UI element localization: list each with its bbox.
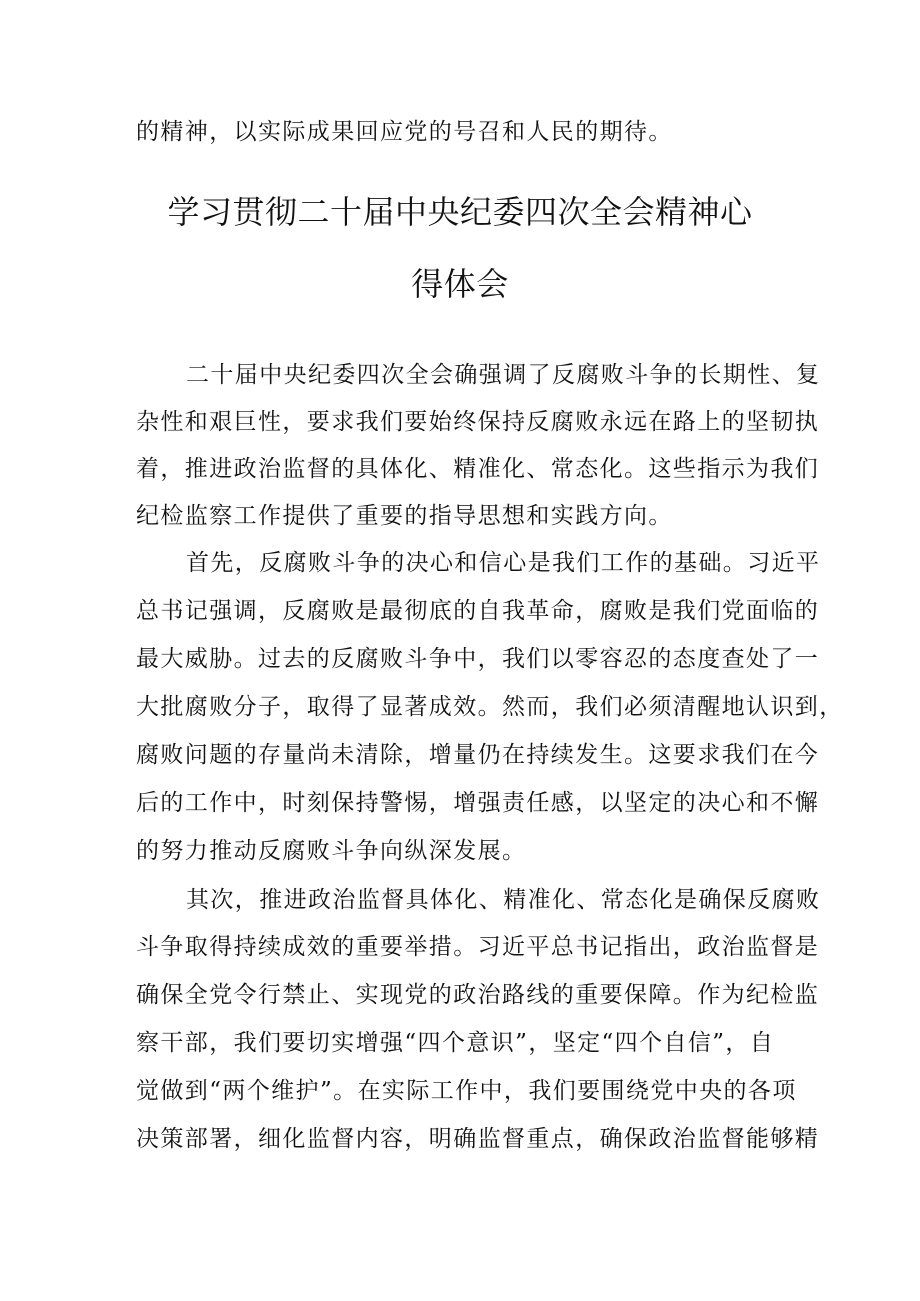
carryover-line: 的精神，以实际成果回应党的号召和人民的期待。 (136, 119, 673, 145)
paragraph-2-line-4: 大批腐败分子，取得了显著成效。然而，我们必须清醒地认识到， (136, 694, 844, 720)
paragraph-2-line-1: 首先，反腐败斗争的决心和信心是我们工作的基础。习近平 (186, 550, 821, 576)
paragraph-3-line-1: 其次，推进政治监督具体化、精准化、常态化是确保反腐败 (186, 887, 821, 913)
document-title-line-1: 学习贯彻二十届中央纪委四次全会精神心 (167, 193, 753, 231)
paragraph-3-line-2: 斗争取得持续成效的重要举措。习近平总书记指出，政治监督是 (136, 934, 820, 960)
paragraph-2-line-3: 最大威胁。过去的反腐败斗争中，我们以零容忍的态度查处了一 (136, 646, 820, 672)
paragraph-3-line-6: 决策部署，细化监督内容，明确监督重点，确保政治监督能够精 (136, 1126, 820, 1152)
paragraph-3-line-3: 确保全党令行禁止、实现党的政治路线的重要保障。作为纪检监 (136, 982, 820, 1008)
document-title-line-2: 得体会 (411, 265, 509, 303)
paragraph-1-line-3: 着，推进政治监督的具体化、精准化、常态化。这些指示为我们 (136, 456, 820, 482)
paragraph-1-line-1: 二十届中央纪委四次全会确强调了反腐败斗争的长期性、复 (186, 362, 821, 388)
paragraph-3-line-5: 觉做到“两个维护”。在实际工作中，我们要围绕党中央的各项 (136, 1078, 797, 1104)
paragraph-1-line-4: 纪检监察工作提供了重要的指导思想和实践方向。 (136, 503, 673, 529)
paragraph-3-line-4: 察干部，我们要切实增强“四个意识”，坚定“四个自信”，自 (136, 1030, 775, 1056)
paragraph-2-line-6: 后的工作中，时刻保持警惕，增强责任感，以坚定的决心和不懈 (136, 790, 820, 816)
paragraph-2-line-2: 总书记强调，反腐败是最彻底的自我革命，腐败是我们党面临的 (136, 598, 820, 624)
paragraph-2-line-5: 腐败问题的存量尚未清除，增量仍在持续发生。这要求我们在今 (136, 742, 820, 768)
paragraph-2-line-7: 的努力推动反腐败斗争向纵深发展。 (136, 838, 527, 864)
paragraph-1-line-2: 杂性和艰巨性，要求我们要始终保持反腐败永远在路上的坚韧执 (136, 409, 820, 435)
